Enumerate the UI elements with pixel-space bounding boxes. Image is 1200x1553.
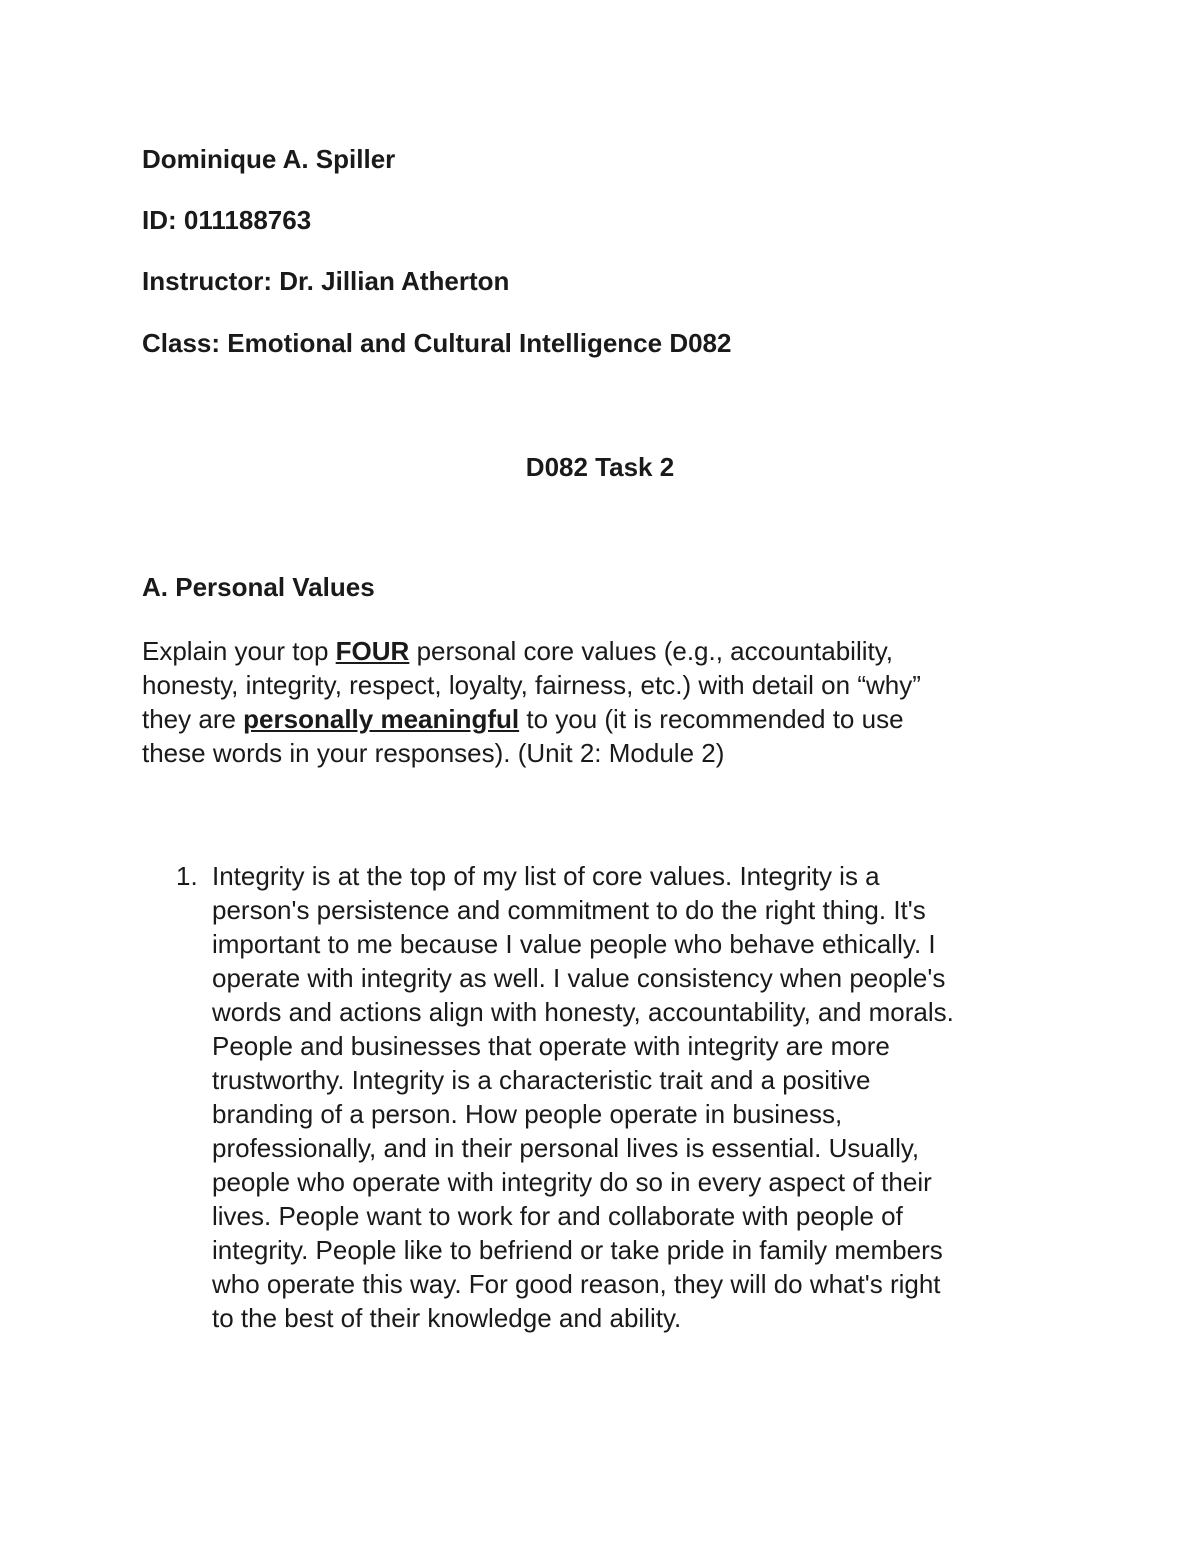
answer-text (212, 859, 1072, 1335)
answer-line: integrity. People like to befriend or take pride in family members (212, 1235, 943, 1265)
emphasis-personally-meaningful: personally meaningful (243, 704, 520, 734)
prompt-line: Explain your top FOUR personal core values (e.g., accountability, (142, 636, 894, 666)
list-number: 1. (176, 861, 198, 891)
student-id: ID: 011188763 (142, 205, 312, 235)
answer-line: important to me because I value people who behave ethically. I (212, 929, 936, 959)
answer-line: who operate this way. For good reason, they will do what's right (212, 1269, 941, 1299)
class-name: Class: Emotional and Cultural Intelligence D082 (142, 328, 732, 358)
document-title: D082 Task 2 (525, 452, 675, 482)
prompt-line: honesty, integrity, respect, loyalty, fairness, etc.) with detail on “why” (142, 670, 921, 700)
section-heading: A. Personal Values (142, 572, 375, 602)
answer-line: to the best of their knowledge and ability. (212, 1303, 682, 1333)
answer-line: person's persistence and commitment to do the right thing. It's (212, 895, 926, 925)
answer-line: Integrity is at the top of my list of core values. Integrity is a (212, 861, 880, 891)
instructor: Instructor: Dr. Jillian Atherton (142, 266, 510, 296)
answer-line: people who operate with integrity do so in every aspect of their (212, 1167, 932, 1197)
answer-line: trustworthy. Integrity is a characteristic trait and a positive (212, 1065, 871, 1095)
answer-line: professionally, and in their personal lives is essential. Usually, (212, 1133, 920, 1163)
prompt-line: they are personally meaningful to you (it is recommended to use (142, 704, 904, 734)
answer-line: words and actions align with honesty, accountability, and morals. (212, 997, 954, 1027)
section-prompt (142, 634, 1042, 770)
emphasis-four: FOUR (335, 636, 410, 666)
answer-line: lives. People want to work for and collaborate with people of (212, 1201, 903, 1231)
answer-line: People and businesses that operate with integrity are more (212, 1031, 890, 1061)
student-name: Dominique A. Spiller (142, 144, 396, 174)
answer-line: operate with integrity as well. I value consistency when people's (212, 963, 946, 993)
prompt-line: these words in your responses). (Unit 2: Module 2) (142, 738, 725, 768)
answer-line: branding of a person. How people operate in business, (212, 1099, 843, 1129)
